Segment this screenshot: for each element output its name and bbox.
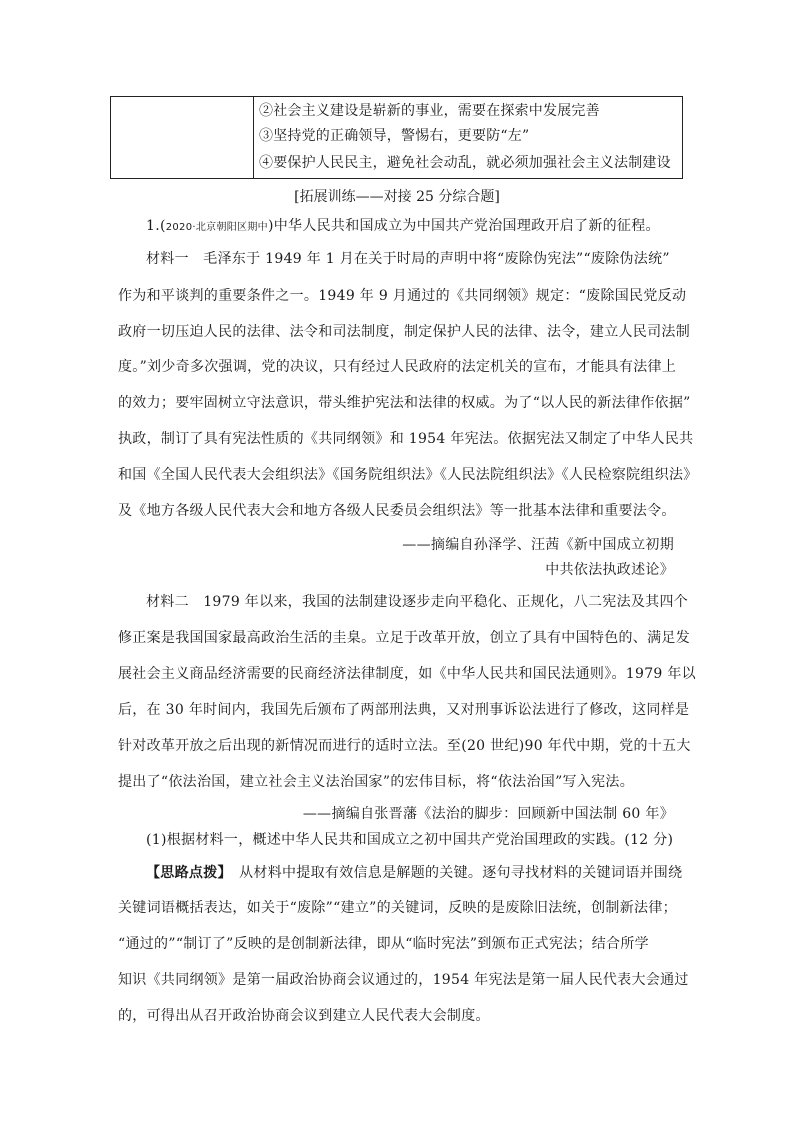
paragraph-line: 知识《共同纲领》是第一届政治协商会议通过的，1954 年宪法是第一届人民代表大会通过 — [118, 972, 689, 988]
table-column-divider — [253, 97, 254, 178]
paragraph-line: 的，可得出从召开政治协商会议到建立人民代表大会制度。 — [118, 1008, 490, 1024]
sub-question: (1)根据材料一，概述中华人民共和国成立之初中国共产党治国理政的实践。(12 分) — [146, 832, 674, 848]
table-row: ④要保护人民民主，避免社会动乱，就必须加强社会主义法制建设 — [259, 155, 671, 171]
table-row: ②社会主义建设是崭新的事业，需要在探索中发展完善 — [259, 103, 600, 119]
answer-table — [110, 96, 683, 179]
hint-label: 【思路点拨】 — [146, 865, 225, 881]
citation: ——摘编自孙泽学、汪茜《新中国成立初期 — [402, 537, 674, 553]
paragraph-line: 的效力；要牢固树立守法意识，带头维护宪法和法律的权威。为了“以人民的新法律作依据” — [118, 395, 691, 411]
paragraph-line: 执政，制订了具有宪法性质的《共同纲领》和 1954 年宪法。依据宪法又制定了中华人民共 — [118, 431, 694, 447]
table-row: ③坚持党的正确领导，警惕右，更要防“左” — [259, 128, 530, 144]
question-source: 2020·北京朝阳区期中 — [165, 222, 268, 233]
paragraph-line: 针对改革开放之后出现的新情况而进行的适时立法。至(20 世纪)90 年代中期，党的十五大 — [118, 738, 691, 754]
hint-first-line — [146, 862, 682, 882]
paragraph-line: 度。”刘少奇多次强调，党的决议，只有经过人民政府的法定机关的宣布，才能具有法律上 — [118, 359, 677, 375]
question-stem — [146, 215, 660, 235]
paragraph-line: 关键词语概括表达，如关于“废除”“建立”的关键词，反映的是废除旧法统，创制新法律； — [118, 900, 677, 916]
paragraph-line: 作为和平谈判的重要条件之一。1949 年 9 月通过的《共同纲领》规定：“废除国民党反动 — [118, 288, 687, 304]
paragraph-line: “通过的”“制订了”反映的是创制新法律，即从“临时宪法”到颁布正式宪法；结合所学 — [118, 936, 649, 952]
citation: 中共依法执政述论》 — [545, 562, 674, 578]
question-number: 1.( — [146, 218, 166, 234]
paragraph-line: 和国《全国人民代表大会组织法》《国务院组织法》《人民法院组织法》《人民检察院组织法》 — [118, 467, 698, 483]
paragraph-line: 修正案是我国国家最高政治生活的圭臬。立足于改革开放，创立了具有中国特色的、满足发 — [118, 630, 690, 646]
question-text: )中华人民共和国成立为中国共产党治国理政开启了新的征程。 — [267, 218, 660, 234]
paragraph-line: 材料二 1979 年以来，我国的法制建设逐步走向平稳化、正规化，八二宪法及其四个 — [146, 594, 689, 610]
paragraph-line: 后，在 30 年时间内，我国先后颁布了两部刑法典，又对刑事诉讼法进行了修改，这同样是 — [118, 702, 690, 718]
paragraph-line: 及《地方各级人民代表大会和地方各级人民委员会组织法》等一批基本法律和重要法令。 — [118, 503, 676, 519]
section-title: [拓展训练——对接 25 分综合题] — [294, 189, 500, 205]
paragraph-line: 政府一切压迫人民的法律、法令和司法制度，制定保护人民的法律、法令，建立人民司法制 — [118, 324, 690, 340]
paragraph-line: 展社会主义商品经济需要的民商经济法律制度，如《中华人民共和国民法通则》。1979 年以 — [118, 666, 696, 682]
hint-text: 从材料中提取有效信息是解题的关键。逐句寻找材料的关键词语并围绕 — [224, 865, 683, 881]
paragraph-line: 材料一 毛泽东于 1949 年 1 月在关于时局的声明中将“废除伪宪法”“废除伪法统” — [146, 251, 670, 267]
citation: ——摘编自张晋藩《法治的脚步：回顾新中国法制 60 年》 — [302, 806, 674, 822]
paragraph-line: 提出了“依法治国，建立社会主义法治国家”的宏伟目标，将“依法治国”写入宪法。 — [118, 774, 635, 790]
